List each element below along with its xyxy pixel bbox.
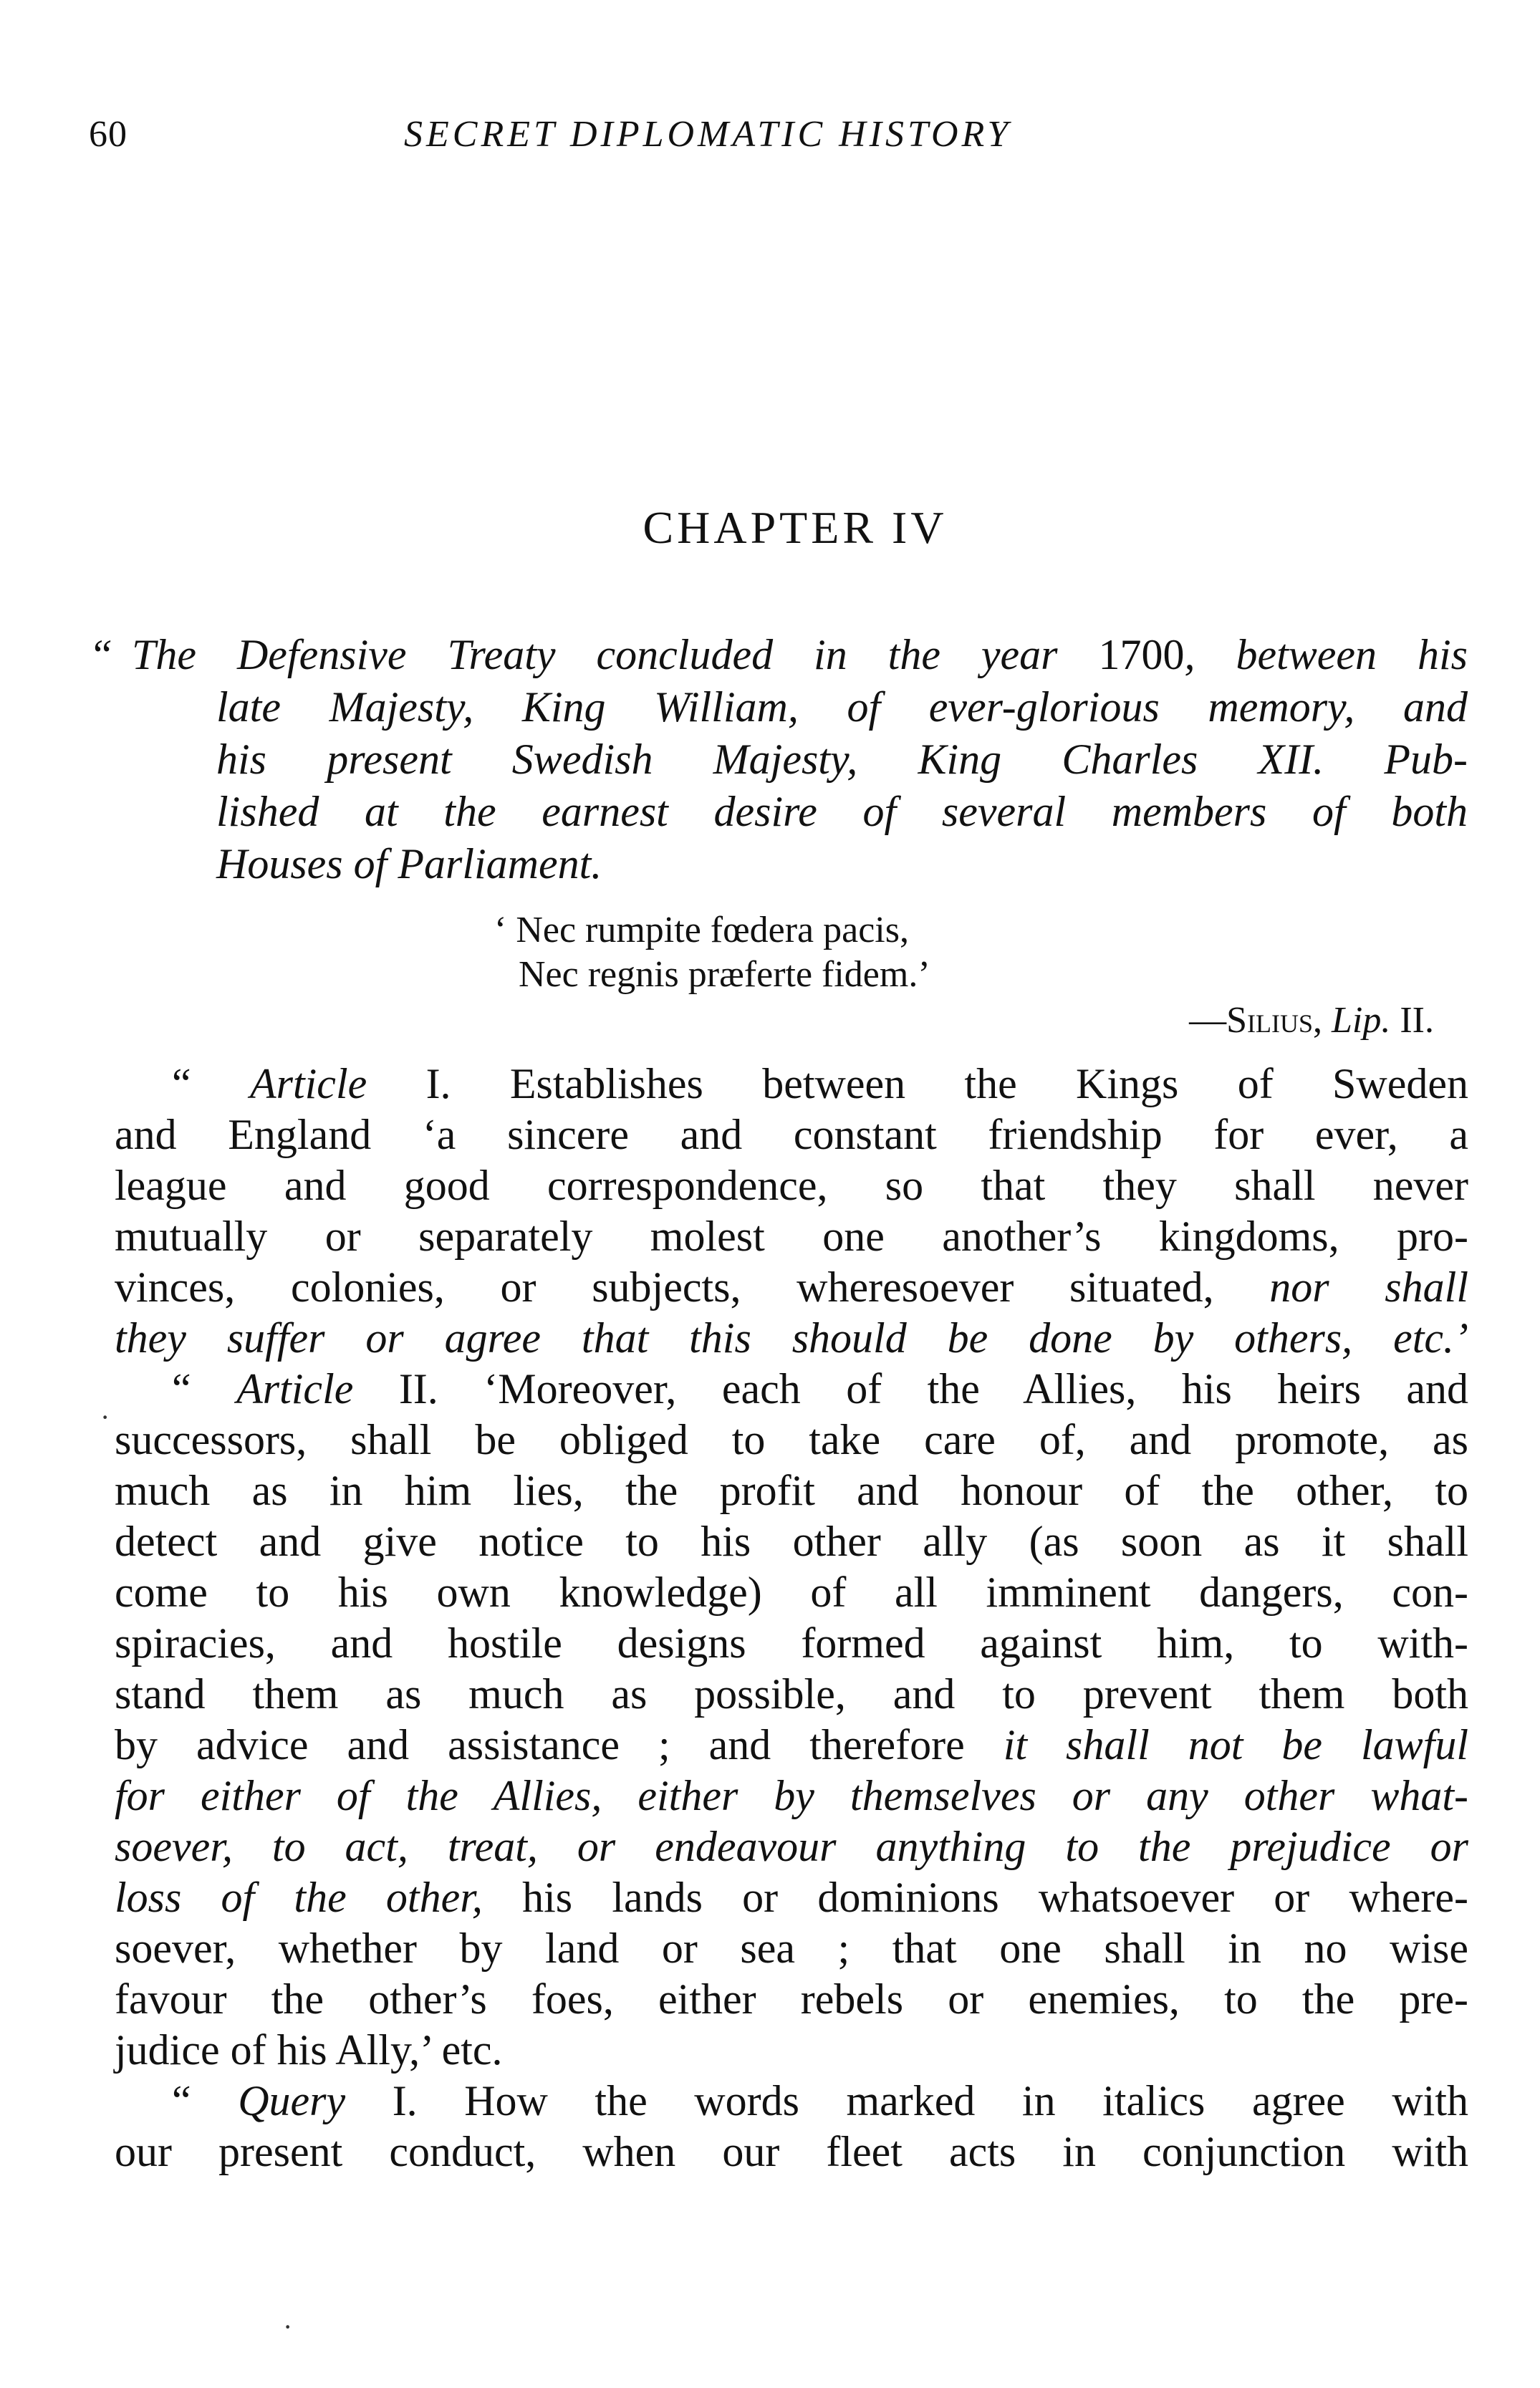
article1-line-1: “ Article I. Establishes between the Kings of Sweden xyxy=(172,1060,1468,1107)
page-number: 60 xyxy=(89,114,127,155)
article1-label: Article xyxy=(249,1060,367,1107)
query1-label: Query xyxy=(238,2077,346,2124)
article1-line-6: they suffer or agree that this should be done by others, etc.’ xyxy=(115,1314,1468,1362)
attribution-author: —Silius, xyxy=(1189,1000,1322,1041)
running-head xyxy=(89,113,1468,156)
article2-line-9: for either of the Allies, either by themselves or any other what- xyxy=(115,1772,1468,1819)
article2-line-7: stand them as much as possible, and to prevent them both xyxy=(115,1670,1468,1718)
running-title: SECRET DIPLOMATIC HISTORY xyxy=(404,114,1012,155)
article2-line-11: loss of the other, his lands or dominions whatsoever or where- xyxy=(115,1874,1469,1921)
epigraph-line-2: Nec regnis præferte fidem.’ xyxy=(519,954,930,995)
treaty-title-line-2: late Majesty, King William, of ever-glorious memory, and xyxy=(216,683,1468,731)
article2-line-2: successors, shall be obliged to take care of, and promote, as xyxy=(115,1416,1468,1463)
article2-line-6: spiracies, and hostile designs formed against him, to with- xyxy=(115,1619,1468,1667)
article2-line-1: “ Article II. ‘Moreover, each of the Allies, his heirs and xyxy=(172,1365,1469,1412)
attribution-work: Lip. xyxy=(1331,1000,1391,1041)
article1-line-2: and England ‘a sincere and constant friendship for ever, a xyxy=(115,1111,1468,1158)
article2-line-13: favour the other’s foes, either rebels or enemies, to the pre- xyxy=(115,1975,1468,2023)
article2-line-10: soever, to act, treat, or endeavour anything to the prejudice or xyxy=(115,1823,1468,1870)
article2-line-3: much as in him lies, the profit and honour of the other, to xyxy=(115,1467,1468,1514)
treaty-title xyxy=(89,629,1468,890)
article2-line-12: soever, whether by land or sea ; that one shall in no wise xyxy=(115,1925,1468,1972)
stray-print-mark: · xyxy=(283,2311,293,2343)
article2-label: Article xyxy=(236,1365,354,1412)
attribution-book: II. xyxy=(1400,1000,1434,1041)
treaty-title-line-5: Houses of Parliament. xyxy=(216,840,602,887)
epigraph-line-1: ‘ Nec rumpite fœdera pacis, xyxy=(494,910,909,950)
article2-line-8: by advice and assistance ; and therefore it shall not be lawful xyxy=(115,1721,1468,1768)
epigraph-attribution xyxy=(1189,999,1434,1041)
treaty-title-line-3: his present Swedish Majesty, King Charles XII. Pub- xyxy=(216,736,1468,783)
article2-line-5: come to his own knowledge) of all imminent dangers, con- xyxy=(115,1569,1468,1616)
treaty-year: 1700 xyxy=(1098,631,1185,678)
treaty-title-line-4: lished at the earnest desire of several members of both xyxy=(216,788,1468,835)
article1-line-5: vinces, colonies, or subjects, wheresoever situated, nor shall xyxy=(115,1263,1468,1311)
article1-line-4: mutually or separately molest one another’s kingdoms, pro- xyxy=(115,1213,1468,1260)
body-text xyxy=(115,1059,1468,2177)
treaty-title-line-1: “ The Defensive Treaty concluded in the year 1700, between his xyxy=(89,629,1468,681)
chapter-heading: CHAPTER IV xyxy=(643,502,948,553)
article1-line-3: league and good correspondence, so that they shall never xyxy=(115,1162,1468,1209)
article2-line-4: detect and give notice to his other ally (as soon as it shall xyxy=(115,1518,1468,1565)
article2-line-14: judice of his Ally,’ etc. xyxy=(115,2026,503,2074)
epigraph xyxy=(494,908,930,997)
query1-line-2: our present conduct, when our fleet acts in conjunction with xyxy=(115,2128,1468,2175)
open-quote: “ xyxy=(89,631,113,678)
query1-line-1: “ Query I. How the words marked in italics agree with xyxy=(172,2077,1469,2124)
stray-print-mark: · xyxy=(100,1401,110,1433)
